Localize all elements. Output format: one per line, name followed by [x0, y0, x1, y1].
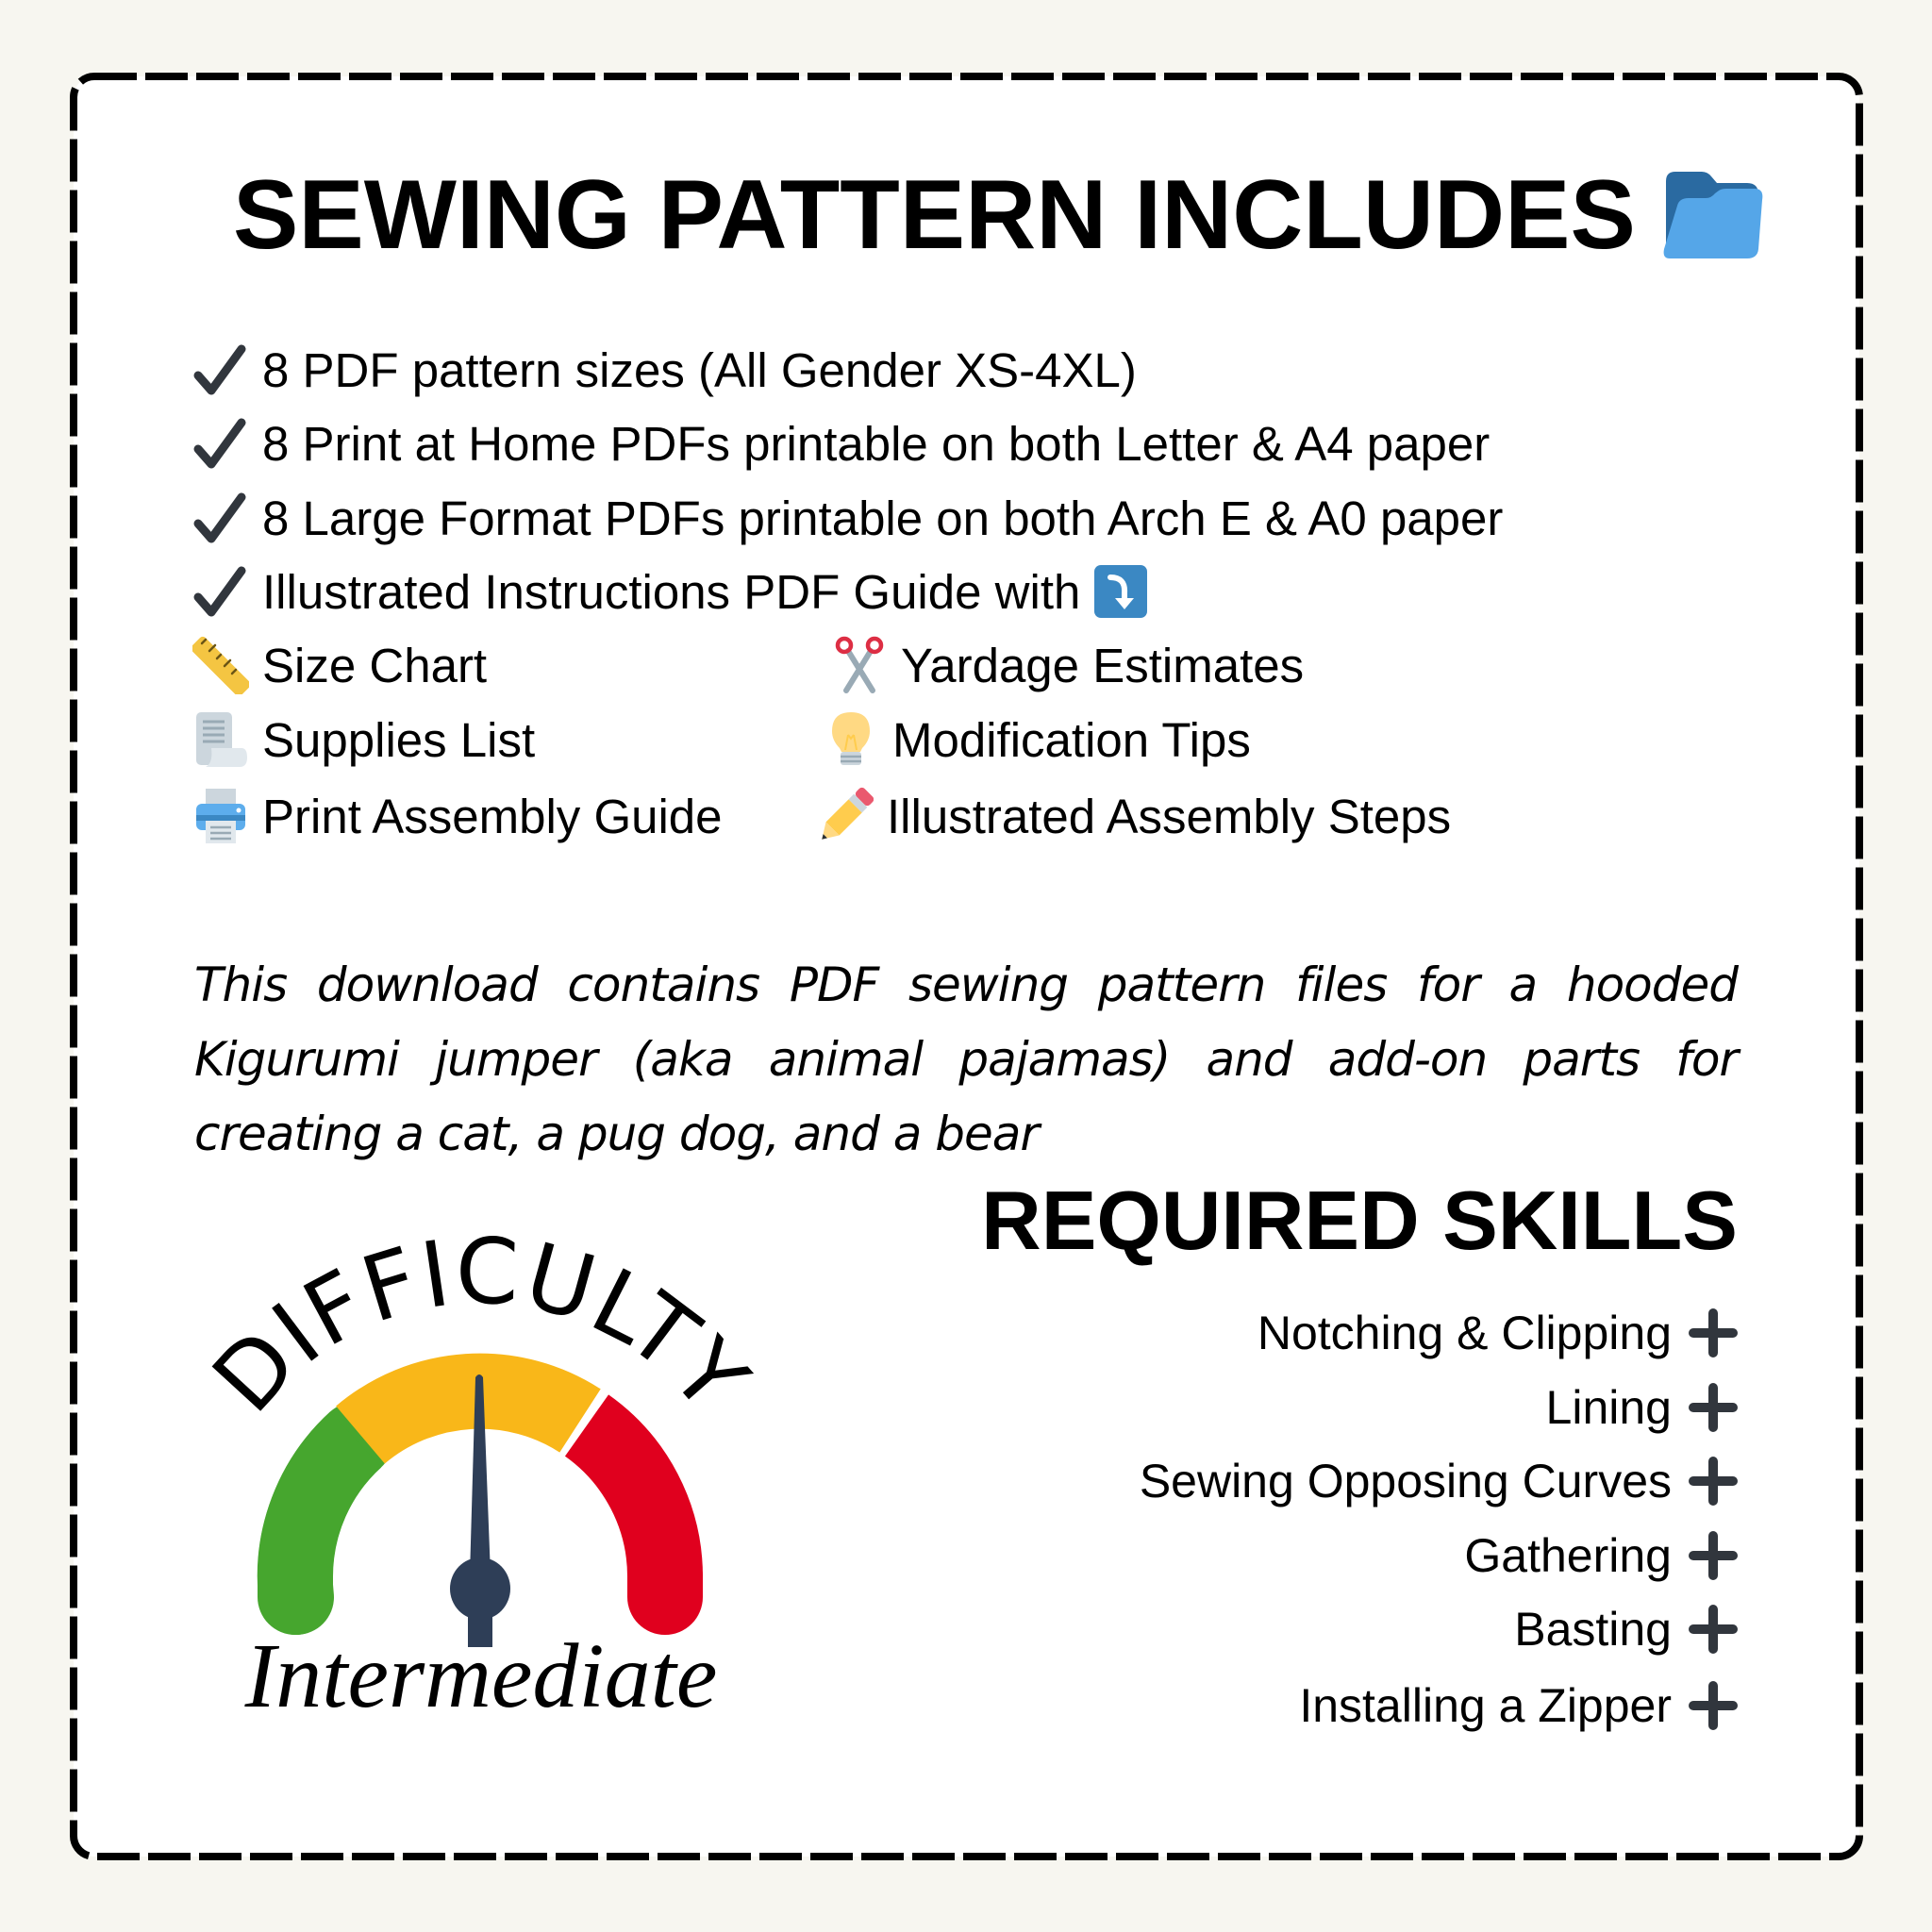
plus-icon: [1689, 1681, 1738, 1730]
include-item: [192, 337, 1137, 403]
ruler-icon: [192, 636, 249, 694]
feature-yardage-estimates: [831, 632, 1304, 698]
light-bulb-icon: [823, 710, 879, 769]
feature-label: Yardage Estimates: [901, 638, 1305, 692]
printer-icon: [192, 787, 249, 845]
plus-icon: [1689, 1457, 1738, 1506]
page-title: [233, 154, 1764, 276]
skill-item: [1546, 1376, 1738, 1439]
include-item: [192, 410, 1490, 476]
checkmark-icon: [192, 491, 247, 544]
feature-label: Size Chart: [262, 638, 488, 692]
description-text: This download contains PDF sewing pattern files for a hooded Kigurumi jumper (aka animal pajamas) and add-on parts for creating a cat, a pug dog, and a bear: [194, 958, 1738, 1161]
include-item-text: 8 Large Format PDFs printable on both Arch E & A0 paper: [262, 491, 1504, 545]
plus-icon: [1689, 1308, 1738, 1357]
plus-icon: [1689, 1383, 1738, 1432]
skill-item: [1464, 1524, 1738, 1587]
checkmark-icon: [192, 417, 247, 470]
arrow-curving-down-icon: [1093, 564, 1148, 619]
include-item-text: Illustrated Instructions PDF Guide with: [262, 564, 1081, 619]
skill-label: Installing a Zipper: [1299, 1679, 1672, 1732]
include-item: [192, 485, 1503, 551]
feature-label: Print Assembly Guide: [262, 789, 723, 843]
difficulty-label: DIFFICULTY: [192, 1218, 769, 1433]
skill-label: Gathering: [1464, 1529, 1672, 1582]
checkmark-icon: [192, 565, 247, 618]
include-item: [192, 558, 1148, 625]
scissors-icon: [831, 636, 888, 694]
pencil-icon: [817, 787, 874, 845]
include-item-text: 8 PDF pattern sizes (All Gender XS-4XL): [262, 342, 1137, 397]
feature-modification-tips: [823, 707, 1251, 773]
page-title-text: SEWING PATTERN INCLUDES: [233, 160, 1636, 270]
skill-item: [1140, 1450, 1738, 1512]
feature-illustrated-assembly-steps: [817, 783, 1451, 849]
feature-label: Modification Tips: [892, 712, 1251, 767]
skill-label: Notching & Clipping: [1257, 1307, 1672, 1359]
skill-item: [1514, 1598, 1738, 1660]
required-skills-title: REQUIRED SKILLS: [981, 1174, 1738, 1267]
feature-label: Illustrated Assembly Steps: [887, 789, 1452, 843]
include-item-text: 8 Print at Home PDFs printable on both Letter & A4 paper: [262, 416, 1491, 471]
skill-label: Sewing Opposing Curves: [1139, 1455, 1672, 1507]
checkmark-icon: [192, 343, 247, 396]
skill-item: [1299, 1674, 1738, 1737]
feature-supplies-list: [192, 707, 535, 773]
open-folder-icon: [1660, 172, 1764, 258]
plus-icon: [1689, 1531, 1738, 1580]
feature-label: Supplies List: [262, 712, 536, 767]
gauge-segment-intermediate: [360, 1391, 580, 1435]
skill-label: Basting: [1514, 1603, 1672, 1656]
receipt-scroll-icon: [192, 710, 249, 769]
skill-item: [1257, 1302, 1738, 1364]
feature-size-chart: [192, 632, 487, 698]
difficulty-level: Intermediate: [244, 1625, 718, 1727]
plus-icon: [1689, 1605, 1738, 1654]
skill-label: Lining: [1545, 1381, 1672, 1434]
feature-print-assembly-guide: [192, 783, 723, 849]
